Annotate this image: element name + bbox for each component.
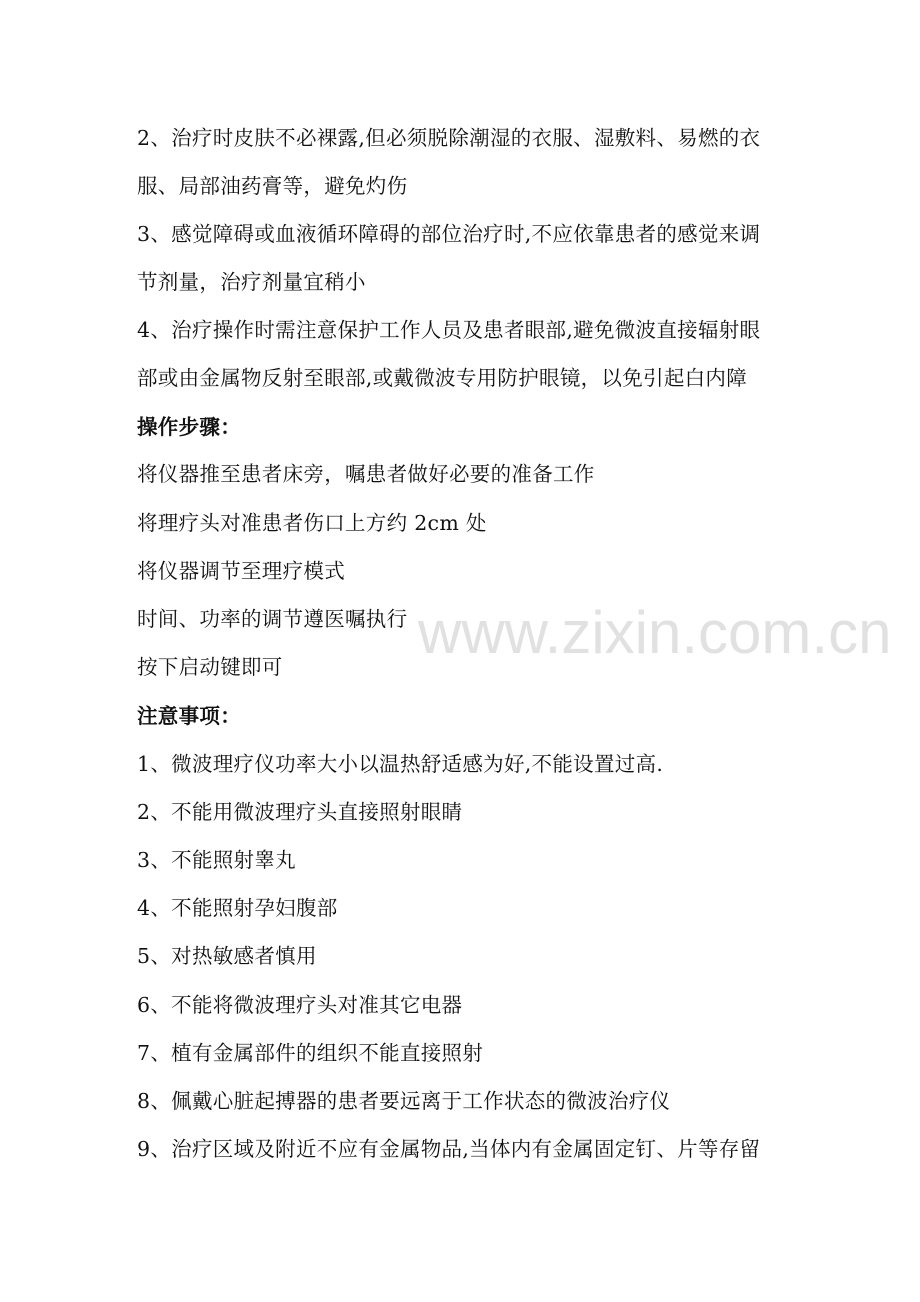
- precaution-item-4-line-2: 部或由金属物反射至眼部,或戴微波专用防护眼镜，以免引起白内障: [137, 366, 748, 390]
- note-item-7: 7、植有金属部件的组织不能直接照射: [137, 1041, 484, 1065]
- note-item-3: 3、不能照射睾丸: [137, 848, 296, 872]
- precaution-item-2-line-2: 服、局部油药膏等，避免灼伤: [137, 174, 408, 198]
- steps-heading: 操作步骤：: [137, 415, 241, 439]
- note-item-2: 2、不能用微波理疗头直接照射眼睛: [137, 800, 463, 824]
- watermark-text: www.zixin.com.cn: [418, 599, 892, 666]
- step-item-4: 时间、功率的调节遵医嘱执行: [137, 607, 408, 631]
- note-item-8: 8、佩戴心脏起搏器的患者要远离于工作状态的微波治疗仪: [137, 1089, 671, 1113]
- step-item-1: 将仪器推至患者床旁，嘱患者做好必要的准备工作: [137, 462, 595, 486]
- step-item-2: 将理疗头对准患者伤口上方约 2cm 处: [137, 511, 487, 535]
- note-item-6: 6、不能将微波理疗头对准其它电器: [137, 993, 463, 1017]
- notes-heading: 注意事项：: [137, 704, 241, 728]
- note-item-4: 4、不能照射孕妇腹部: [137, 896, 338, 920]
- step-item-3: 将仪器调节至理疗模式: [137, 559, 345, 583]
- precaution-item-3-line-2: 节剂量，治疗剂量宜稍小: [137, 270, 366, 294]
- step-item-5: 按下启动键即可: [137, 655, 283, 679]
- note-item-1: 1、微波理疗仪功率大小以温热舒适感为好,不能设置过高.: [137, 752, 664, 776]
- note-item-9: 9、治疗区域及附近不应有金属物品,当体内有金属固定钉、片等存留: [137, 1137, 761, 1161]
- precaution-item-2-line-1: 2、治疗时皮肤不必裸露,但必须脱除潮湿的衣服、湿敷料、易燃的衣: [137, 126, 761, 150]
- note-item-5: 5、对热敏感者慎用: [137, 944, 317, 968]
- precaution-item-3-line-1: 3、感觉障碍或血液循环障碍的部位治疗时,不应依靠患者的感觉来调: [137, 222, 761, 246]
- precaution-item-4-line-1: 4、治疗操作时需注意保护工作人员及患者眼部,避免微波直接辐射眼: [137, 318, 761, 342]
